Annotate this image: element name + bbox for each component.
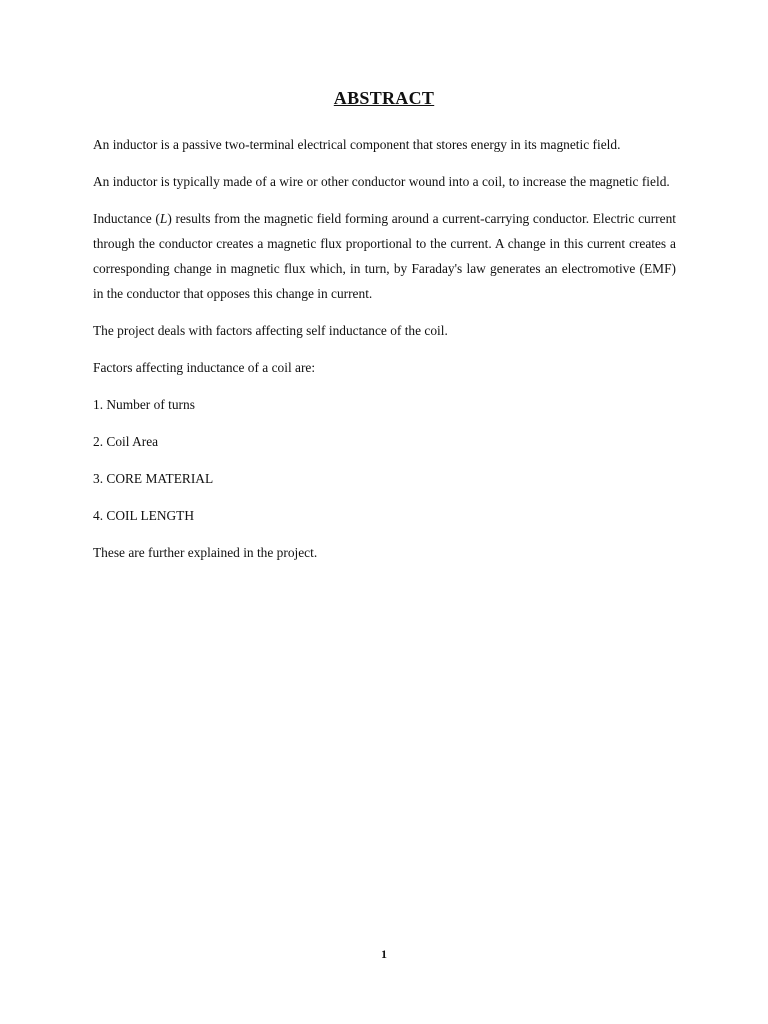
inductance-symbol: L bbox=[159, 211, 168, 226]
factor-coil-area: 2. Coil Area bbox=[93, 434, 159, 449]
factor-core-material: 3. CORE MATERIAL bbox=[93, 471, 214, 486]
inductance-text-start: Inductance ( bbox=[93, 211, 160, 226]
closing-paragraph: These are further explained in the project. bbox=[93, 545, 318, 560]
factor-coil-length: 4. COIL LENGTH bbox=[93, 508, 195, 523]
factor-number-of-turns: 1. Number of turns bbox=[93, 397, 195, 412]
page-title: ABSTRACT bbox=[333, 88, 435, 108]
paragraph-inductor-definition: An inductor is a passive two-terminal electrical component that stores energy in its magnetic field. bbox=[93, 137, 621, 152]
paragraph-factors-intro: Factors affecting inductance of a coil are: bbox=[93, 360, 316, 375]
paragraph-inductor-construction: An inductor is typically made of a wire or other conductor wound into a coil, to increase the magnetic field. bbox=[93, 174, 670, 189]
inductance-text-rest: ) results from the magnetic field forming around a current-carrying conductor. Electric current through the conductor creates a magnetic flux proportional to the current. A change in this current creates a corresponding change in magnetic flux which, in turn, by Faraday's law generates an electromotive (EMF) in the conductor that opposes this change in current. bbox=[93, 211, 676, 301]
paragraph-project-scope: The project deals with factors affecting self inductance of the coil. bbox=[93, 323, 448, 338]
page-number: 1 bbox=[381, 947, 387, 961]
document-body bbox=[93, 132, 676, 577]
paragraph-inductance-explanation bbox=[93, 206, 676, 306]
